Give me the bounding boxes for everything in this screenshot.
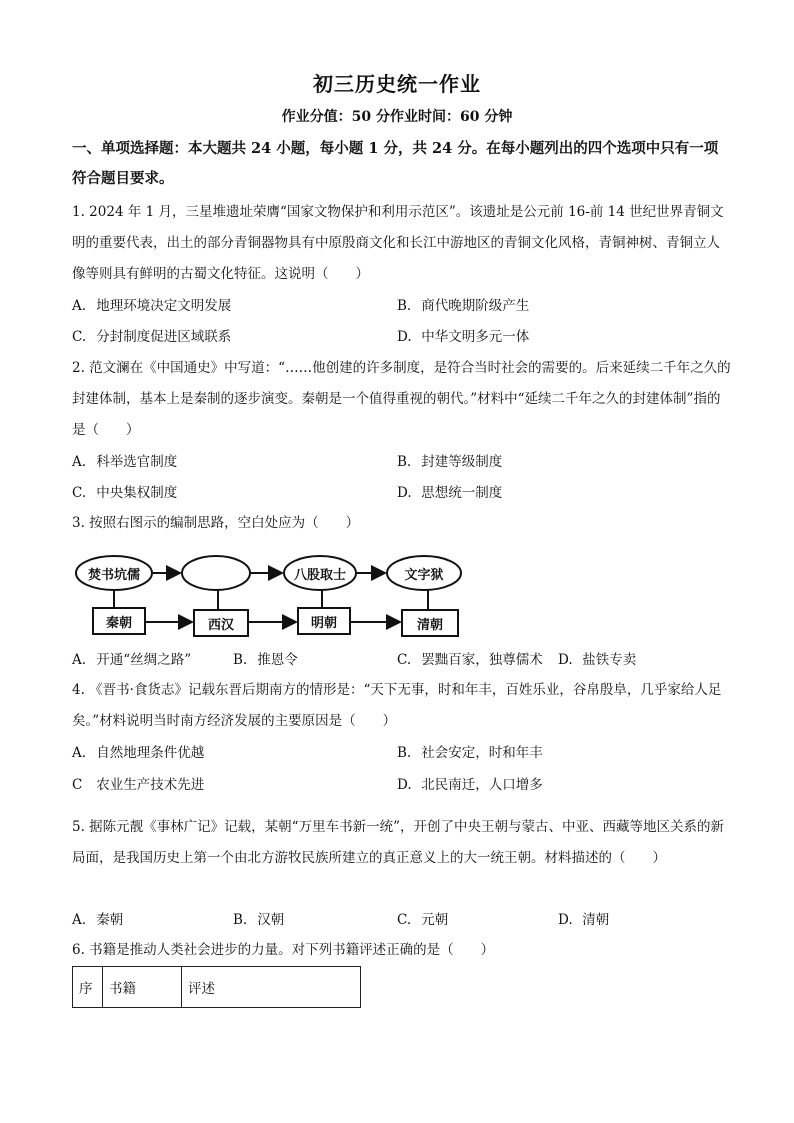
diagram-box-label-3: 明朝 xyxy=(310,616,337,631)
option-text: 社会安定，时和年丰 xyxy=(421,745,543,761)
option-text: 罢黜百家，独尊儒术 xyxy=(421,652,543,668)
option-letter: A. xyxy=(72,454,87,470)
question-2-option-d xyxy=(397,483,502,503)
question-3-option-b xyxy=(233,650,298,670)
question-4-option-c xyxy=(72,775,204,795)
table-header-cell: 评述 xyxy=(182,967,361,1008)
option-text: 地理环境决定文明发展 xyxy=(96,298,232,314)
option-text: 中央集权制度 xyxy=(96,485,178,501)
question-1-option-a xyxy=(72,296,231,316)
question-1-option-c xyxy=(72,327,231,347)
option-letter: B. xyxy=(233,652,248,668)
question-3-stem: 3. 按照右图示的编制思路，空白处应为（ ） xyxy=(72,515,360,531)
question-5-option-a xyxy=(72,910,123,930)
page-subtitle: 作业分值：50 分作业时间：60 分钟 xyxy=(281,109,513,125)
question-5-option-b xyxy=(233,910,284,930)
option-text: 分封制度促进区域联系 xyxy=(96,329,232,345)
option-text: 中华文明多元一体 xyxy=(421,329,530,345)
option-letter: D. xyxy=(397,329,412,345)
question-2-option-a xyxy=(72,452,177,472)
option-letter: B. xyxy=(397,298,412,314)
option-text: 推恩令 xyxy=(257,652,298,668)
question-1-option-d xyxy=(397,327,529,347)
option-letter: D. xyxy=(397,777,412,793)
question-2-option-b xyxy=(397,452,502,472)
diagram-oval-label-4: 文字狱 xyxy=(404,568,444,583)
table-header-cell: 序 xyxy=(73,967,103,1008)
question-2-stem: 2. 范文澜在《中国通史》中写道：“……他创建的许多制度，是符合当时社会的需要的。后来延续二千年之久的封建体制，基本上是秦制的逐步演变。秦朝是一个值得重视的朝代。”材料中“延续二千年之久的封建体制”指的是（ ） xyxy=(72,360,731,438)
section-heading: 一、单项选择题：本大题共 24 小题，每小题 1 分，共 24 分。在每小题列出的四个选项中只有一项符合题目要求。 xyxy=(72,140,719,187)
question-1-option-b xyxy=(397,296,529,316)
question-6-table xyxy=(72,966,361,1008)
question-2-option-c xyxy=(72,483,177,503)
question-5-option-c xyxy=(397,910,448,930)
question-6-stem: 6. 书籍是推动人类社会进步的力量。对下列书籍评述正确的是（ ） xyxy=(72,942,495,958)
option-letter: D. xyxy=(397,485,412,501)
option-letter: D. xyxy=(558,912,573,928)
question-5-option-d xyxy=(558,910,609,930)
option-text: 开通“丝绸之路” xyxy=(96,652,192,668)
option-letter: A. xyxy=(72,652,87,668)
option-letter: C xyxy=(72,777,83,793)
option-text: 农业生产技术先进 xyxy=(96,777,205,793)
option-text: 盐铁专卖 xyxy=(582,652,637,668)
option-letter: B. xyxy=(397,454,412,470)
question-5-stem: 5. 据陈元靓《事林广记》记载，某朝“万里车书新一统”，开创了中央王朝与蒙古、中亚、西藏等地区关系的新局面，是我国历史上第一个由北方游牧民族所建立的真正意义上的大一统王朝。材料描述的（ ） xyxy=(72,819,724,866)
question-3-diagram xyxy=(72,548,472,644)
table-header-cell: 书籍 xyxy=(103,967,182,1008)
question-4-option-b xyxy=(397,743,543,763)
option-text: 北民南迁，人口增多 xyxy=(421,777,543,793)
page-title: 初三历史统一作业 xyxy=(313,72,481,96)
option-letter: C. xyxy=(72,329,87,345)
question-3-option-a xyxy=(72,650,191,670)
option-letter: D. xyxy=(558,652,573,668)
option-text: 思想统一制度 xyxy=(421,485,503,501)
option-letter: C. xyxy=(397,912,412,928)
option-letter: B. xyxy=(397,745,412,761)
option-text: 封建等级制度 xyxy=(421,454,503,470)
diagram-oval-2 xyxy=(182,556,250,590)
option-text: 自然地理条件优越 xyxy=(96,745,205,761)
option-text: 汉朝 xyxy=(257,912,285,928)
option-letter: A. xyxy=(72,298,87,314)
diagram-box-label-2: 西汉 xyxy=(207,618,234,633)
diagram-oval-label-1: 焚书坑儒 xyxy=(87,568,140,583)
question-1-stem: 1. 2024 年 1 月，三星堆遗址荣膺“国家文物保护和利用示范区”。该遗址是公元前 16-前 14 世纪世界青铜文明的重要代表，出土的部分青铜器物具有中原殷商文化和长江中游地区的青铜文化风格，青铜神树、青铜立人像等则具有鲜明的古蜀文化特征。这说明（ ） xyxy=(72,204,724,282)
question-3-option-c xyxy=(397,650,543,670)
diagram-box-label-1: 秦朝 xyxy=(105,616,132,631)
question-4-option-a xyxy=(72,743,204,763)
option-text: 元朝 xyxy=(421,912,449,928)
option-letter: A. xyxy=(72,912,87,928)
diagram-box-label-4: 清朝 xyxy=(416,618,443,633)
option-text: 秦朝 xyxy=(96,912,124,928)
question-3-option-d xyxy=(558,650,636,670)
option-letter: C. xyxy=(397,652,412,668)
option-text: 清朝 xyxy=(582,912,610,928)
option-letter: C. xyxy=(72,485,87,501)
diagram-oval-label-3: 八股取士 xyxy=(293,568,346,583)
option-letter: B. xyxy=(233,912,248,928)
question-4-option-d xyxy=(397,775,543,795)
table-header-row xyxy=(73,967,361,1008)
option-text: 商代晚期阶级产生 xyxy=(421,298,530,314)
option-letter: A. xyxy=(72,745,87,761)
question-4-stem: 4. 《晋书·食货志》记载东晋后期南方的情形是：“天下无事，时和年丰，百姓乐业，谷帛殷阜，几乎家给人足矣。”材料说明当时南方经济发展的主要原因是（ ） xyxy=(72,682,722,729)
option-text: 科举选官制度 xyxy=(96,454,178,470)
